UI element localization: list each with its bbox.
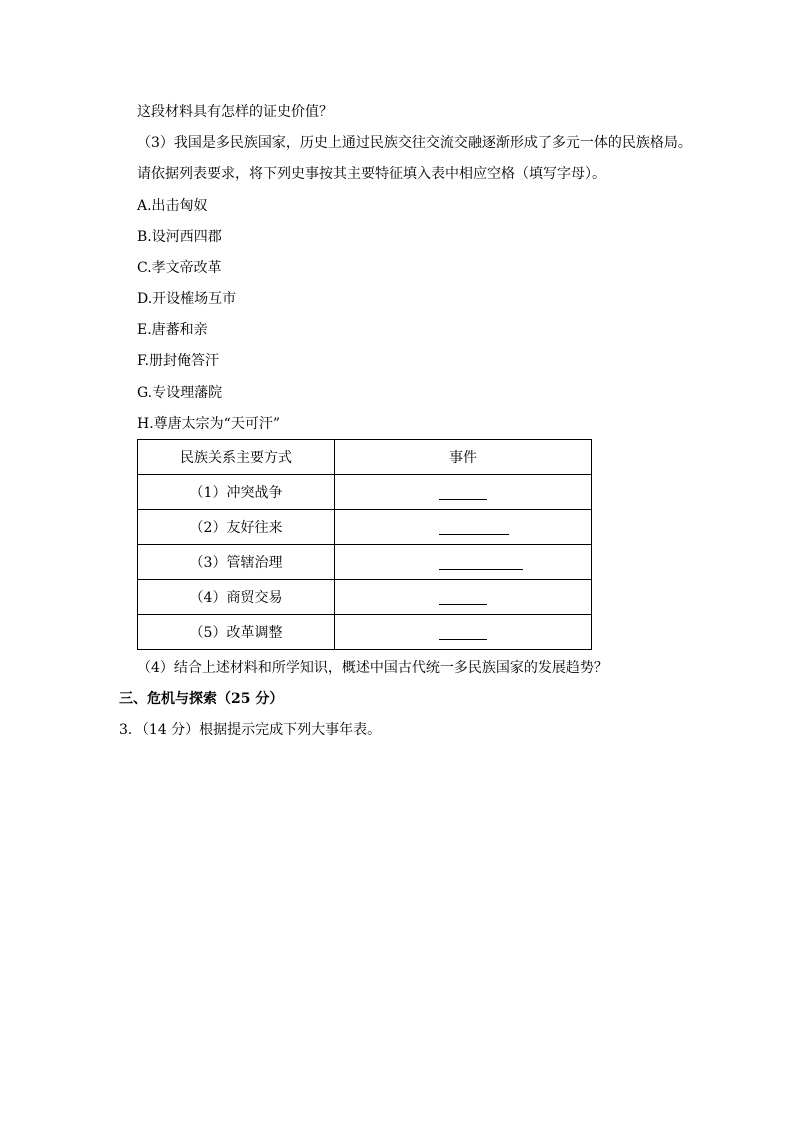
row-mode: （4）商贸交易: [138, 580, 335, 615]
row-mode: （2）友好往来: [138, 510, 335, 545]
row-mode: （5）改革调整: [138, 615, 335, 650]
q3-instruction-text: 请依据列表要求，将下列史事按其主要特征填入表中相应空格（填写字母）。: [137, 166, 606, 182]
answer-blank-cell[interactable]: [335, 510, 592, 545]
answer-blank[interactable]: [439, 485, 487, 500]
row-mode: （1）冲突战争: [138, 475, 335, 510]
row-mode: （3）管辖治理: [138, 545, 335, 580]
option-g: G.专设理藩院: [137, 385, 223, 401]
q3-main-text: 3．（14 分）根据提示完成下列大事年表。: [119, 722, 382, 738]
answer-blank[interactable]: [439, 590, 487, 605]
table-row: [138, 580, 592, 615]
answer-blank-cell[interactable]: [335, 580, 592, 615]
section3-title: 三、危机与探索（25 分）: [119, 691, 284, 707]
option-c: C.孝文帝改革: [137, 260, 222, 276]
answer-blank[interactable]: [439, 625, 487, 640]
table-row: [138, 545, 592, 580]
answer-blank-cell[interactable]: [335, 475, 592, 510]
answer-blank-cell[interactable]: [335, 545, 592, 580]
answer-blank[interactable]: [439, 520, 509, 535]
option-d: D.开设榷场互市: [137, 291, 237, 307]
question-value-text: 这段材料具有怎样的证史价值？: [137, 104, 333, 120]
q3-intro-text: （3）我国是多民族国家，历史上通过民族交往交流交融逐渐形成了多元一体的民族格局。: [137, 135, 692, 151]
answer-blank[interactable]: [439, 555, 523, 570]
answer-blank-cell[interactable]: [335, 615, 592, 650]
option-b: B.设河西四郡: [137, 229, 222, 245]
option-h: H.尊唐太宗为“天可汗”: [137, 416, 280, 432]
q4-text: （4）结合上述材料和所学知识，概述中国古代统一多民族国家的发展趋势？: [137, 660, 608, 676]
table-row: [138, 475, 592, 510]
ethnic-relations-table: [137, 439, 592, 650]
option-e: E.唐蕃和亲: [137, 322, 208, 338]
option-a: A.出击匈奴: [137, 198, 208, 214]
table-header-row: [138, 440, 592, 475]
option-f: F.册封俺答汗: [137, 353, 219, 369]
table-row: [138, 615, 592, 650]
header-event: 事件: [335, 440, 592, 475]
table-row: [138, 510, 592, 545]
header-mode: 民族关系主要方式: [138, 440, 335, 475]
